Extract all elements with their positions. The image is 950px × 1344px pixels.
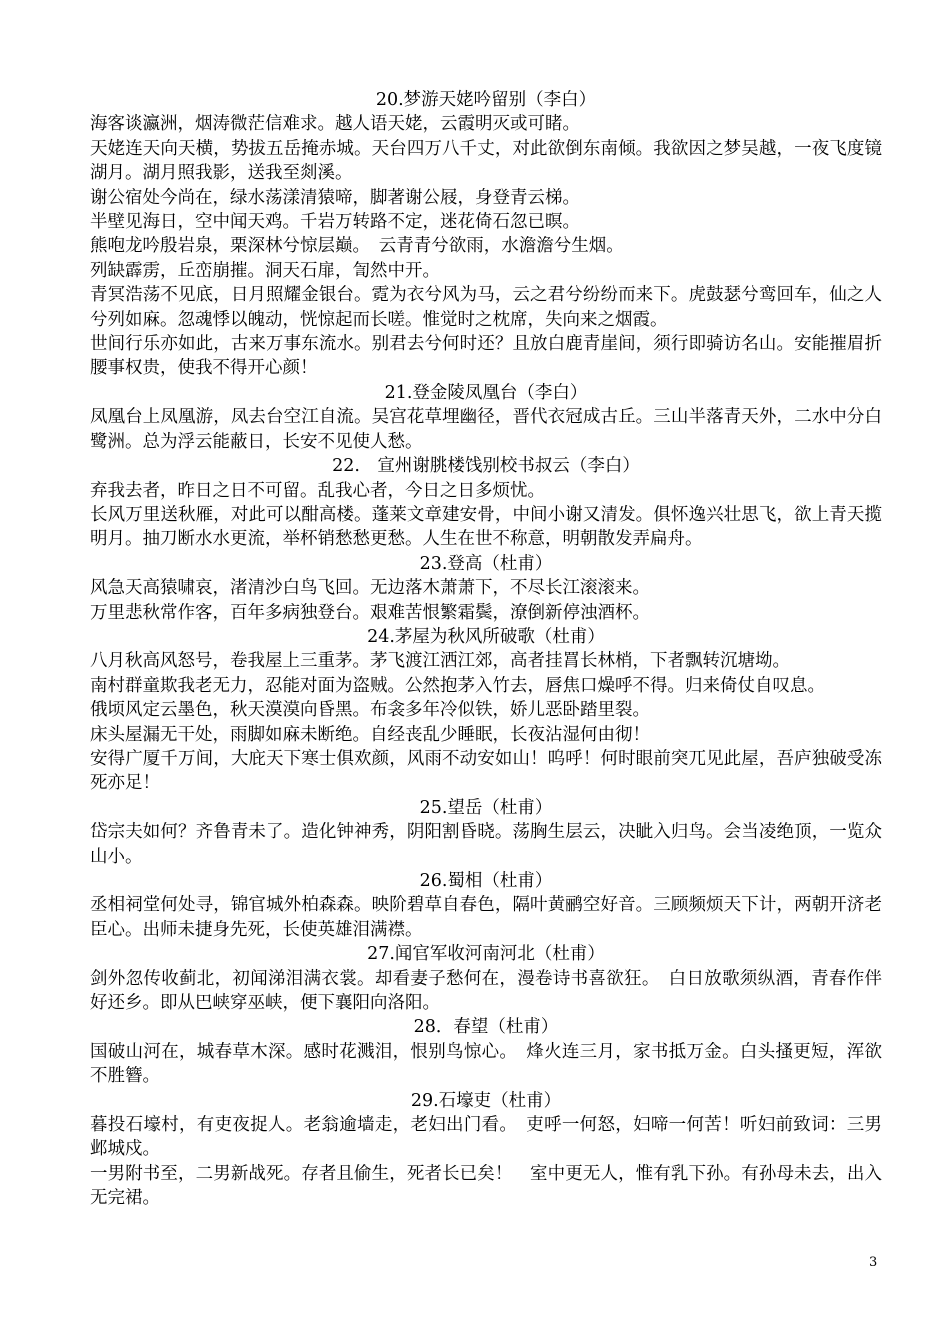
poem-title: 26.蜀相（杜甫） [419, 871, 553, 891]
poem-title: 28．春望（杜甫） [413, 1017, 559, 1038]
poem-title: 24.茅屋为秋风所破歌（杜甫） [367, 626, 605, 647]
poem-paragraph: 弃我去者，昨日之日不可留。乱我心者，今日之日多烦忧。 [90, 480, 545, 501]
poem-section [90, 1015, 882, 1088]
poem-section [90, 381, 882, 454]
poem-section [90, 454, 882, 552]
poem-section [90, 796, 882, 869]
poem-paragraph: 列缺霹雳，丘峦崩摧。洞天石扉，訇然中开。 [90, 260, 440, 281]
poem-section [90, 88, 882, 381]
document-page [90, 88, 882, 1211]
poem-title: 20.梦游天姥吟留别（李白） [375, 90, 597, 110]
poem-title: 21.登金陵凤凰台（李白） [384, 382, 588, 403]
page-number: 3 [869, 1255, 878, 1270]
poem-paragraph: 俄顷风定云墨色，秋天漠漠向昏黑。布衾多年冷似铁，娇儿恶卧踏里裂。 [90, 700, 650, 721]
poem-title: 23.登高（杜甫） [419, 553, 553, 574]
poem-paragraph: 床头屋漏无干处，雨脚如麻未断绝。自经丧乱少睡眠，长夜沾湿何由彻！ [90, 724, 650, 745]
poem-paragraph: 谢公宿处今尚在，绿水荡漾清猿啼，脚著谢公屐，身登青云梯。 [90, 187, 580, 208]
poem-section [90, 625, 882, 796]
poem-title: 25.望岳（杜甫） [419, 797, 553, 818]
poem-paragraph: 青冥浩荡不见底，日月照耀金银台。霓为衣兮风为马，云之君兮纷纷而来下。虎鼓瑟兮鸾回车，仙之人兮列如麻。忽魂悸以魄动，恍惊起而长嗟。惟觉时之枕席，失向来之烟霞。 [90, 285, 882, 330]
poem-section [90, 942, 882, 1015]
poem-paragraph: 天姥连天向天横，势拔五岳掩赤城。天台四万八千丈，对此欲倒东南倾。我欲因之梦吴越，一夜飞度镜湖月。湖月照我影，送我至剡溪。 [90, 138, 882, 184]
poem-paragraph: 半壁见海日，空中闻天鸡。千岩万转路不定，迷花倚石忽已暝。 [90, 212, 580, 233]
poem-section [90, 1089, 882, 1211]
poem-paragraph: 南村群童欺我老无力，忍能对面为盗贼。公然抱茅入竹去，唇焦口燥呼不得。归来倚仗自叹息。 [90, 675, 825, 696]
poem-paragraph: 一男附书至，二男新战死。存者且偷生，死者长已矣！ 室中更无人，惟有乳下孙。有孙母未去，出入无完裙。 [90, 1163, 882, 1209]
poem-paragraph: 海客谈瀛洲，烟涛微茫信难求。越人语天姥，云霞明灭或可睹。 [90, 114, 580, 135]
poem-paragraph: 凤凰台上凤凰游，凤去台空江自流。吴宫花草埋幽径，晋代衣冠成古丘。三山半落青天外，二水中分白鹭洲。总为浮云能蔽日，长安不见使人愁。 [90, 407, 882, 452]
poem-paragraph: 安得广厦千万间，大庇天下寒士俱欢颜，风雨不动安如山！呜呼！何时眼前突兀见此屋，吾庐独破受冻死亦足！ [90, 748, 882, 794]
poem-section [90, 869, 882, 942]
poem-paragraph: 岱宗夫如何？齐鲁青未了。造化钟神秀，阴阳割昏晓。荡胸生层云，决眦入归鸟。会当凌绝顶，一览众山小。 [90, 822, 882, 867]
poem-paragraph: 国破山河在，城春草木深。感时花溅泪，恨别鸟惊心。 烽火连三月，家书抵万金。白头搔更短，浑欲不胜簪。 [90, 1041, 882, 1087]
poem-title: 27.闻官军收河南河北（杜甫） [367, 944, 605, 965]
poem-title: 22. 宣州谢朓楼饯别校书叔云（李白） [332, 456, 640, 477]
poem-section [90, 552, 882, 625]
poem-paragraph: 万里悲秋常作客，百年多病独登台。艰难苦恨繁霜鬓，潦倒新停浊酒杯。 [90, 602, 650, 623]
poem-paragraph: 熊咆龙吟殷岩泉，栗深林兮惊层巅。 云青青兮欲雨，水澹澹兮生烟。 [90, 236, 624, 257]
poem-paragraph: 长风万里送秋雁，对此可以酣高楼。蓬莱文章建安骨，中间小谢又清发。俱怀逸兴壮思飞，欲上青天揽明月。抽刀断水水更流，举杯销愁愁更愁。人生在世不称意，明朝散发弄扁舟。 [90, 504, 882, 550]
poem-paragraph: 丞相祠堂何处寻，锦官城外柏森森。映阶碧草自春色，隔叶黄鹂空好音。三顾频烦天下计，两朝开济老臣心。出师未捷身先死，长使英雄泪满襟。 [90, 895, 882, 940]
poem-paragraph: 剑外忽传收蓟北，初闻涕泪满衣裳。却看妻子愁何在，漫卷诗书喜欲狂。 白日放歌须纵酒，青春作伴好还乡。即从巴峡穿巫峡，便下襄阳向洛阳。 [90, 968, 882, 1014]
poem-paragraph: 风急天高猿啸哀，渚清沙白鸟飞回。无边落木萧萧下，不尽长江滚滚来。 [90, 578, 650, 599]
poem-paragraph: 八月秋高风怒号，卷我屋上三重茅。茅飞渡江洒江郊，高者挂罥长林梢，下者飘转沉塘坳。 [90, 651, 790, 672]
poem-title: 29.石壕吏（杜甫） [410, 1090, 562, 1111]
poem-paragraph: 世间行乐亦如此，古来万事东流水。别君去兮何时还？且放白鹿青崖间，须行即骑访名山。安能摧眉折腰事权贵，使我不得开心颜！ [90, 334, 882, 379]
poem-paragraph: 暮投石壕村，有吏夜捉人。老翁逾墙走，老妇出门看。 吏呼一何怒，妇啼一何苦！听妇前致词：三男邺城戍。 [90, 1115, 882, 1160]
